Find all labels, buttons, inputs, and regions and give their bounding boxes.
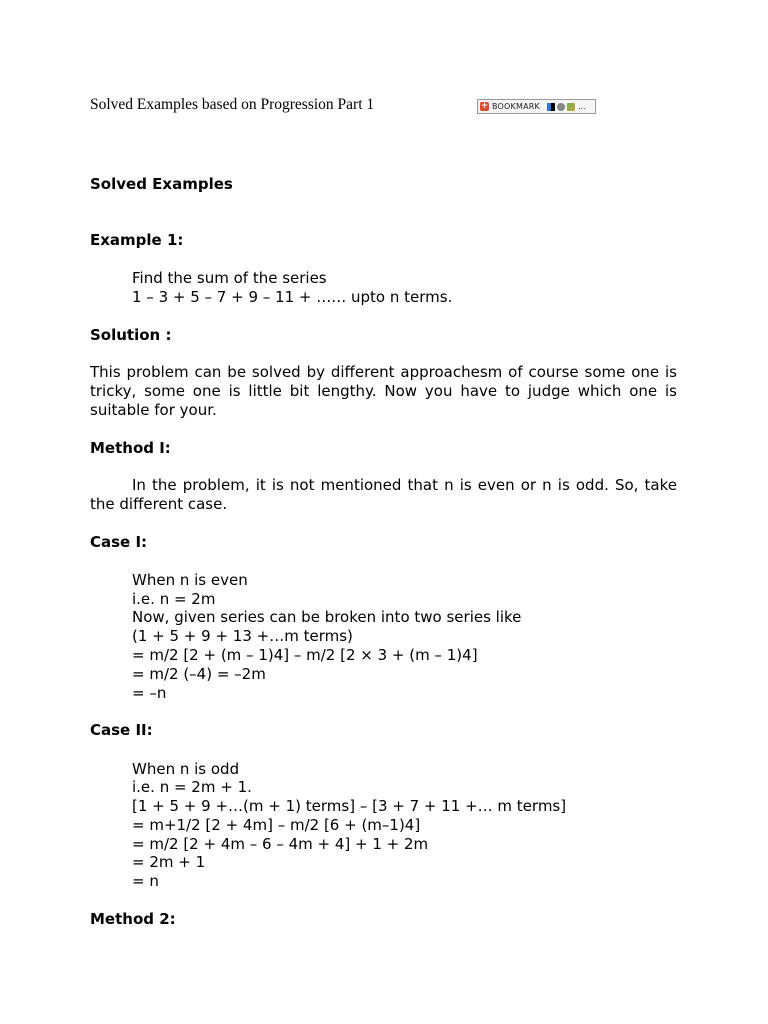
bookmark-label: BOOKMARK bbox=[492, 102, 540, 111]
more-services[interactable]: ... bbox=[577, 102, 586, 111]
document-title: Solved Examples based on Progression Part 1 bbox=[90, 96, 375, 113]
case-2-line: [1 + 5 + 9 +…(m + 1) terms] – [3 + 7 + 11 +… m terms] bbox=[132, 797, 567, 815]
case-2-line: i.e. n = 2m + 1. bbox=[132, 778, 252, 796]
case-1-line: = –n bbox=[132, 684, 167, 702]
example-1-heading: Example 1: bbox=[90, 231, 184, 249]
case-2-line: When n is odd bbox=[132, 760, 240, 778]
stumbleupon-icon[interactable] bbox=[567, 103, 575, 111]
solution-paragraph: This problem can be solved by different approachesm of course some one is tricky, some one is little bit lengthy. Now you have to judge which one is suitable for your. bbox=[90, 363, 677, 419]
plus-icon: + bbox=[480, 101, 489, 111]
case-1-line: When n is even bbox=[132, 571, 248, 589]
case-2-line: = m/2 [2 + 4m – 6 – 4m + 4] + 1 + 2m bbox=[132, 835, 429, 853]
case-1-line: = m/2 (–4) = –2m bbox=[132, 665, 266, 683]
case-1-line: Now, given series can be broken into two series like bbox=[132, 608, 522, 626]
section-heading-solved-examples: Solved Examples bbox=[90, 175, 233, 193]
method-1-paragraph: In the problem, it is not mentioned that n is even or n is odd. So, take the different case. bbox=[90, 476, 677, 513]
case-2-line: = 2m + 1 bbox=[132, 853, 206, 871]
delicious-icon[interactable] bbox=[547, 103, 555, 111]
case-2-line: = n bbox=[132, 872, 159, 890]
example-1-line: 1 – 3 + 5 – 7 + 9 – 11 + …… upto n terms. bbox=[132, 288, 453, 306]
bookmark-button[interactable] bbox=[477, 99, 596, 114]
case-2-heading: Case II: bbox=[90, 721, 153, 739]
case-2-line: = m+1/2 [2 + 4m] – m/2 [6 + (m–1)4] bbox=[132, 816, 421, 834]
example-1-line: Find the sum of the series bbox=[132, 269, 327, 287]
case-1-heading: Case I: bbox=[90, 533, 148, 551]
case-1-line: (1 + 5 + 9 + 13 +…m terms) bbox=[132, 627, 353, 645]
method-2-heading: Method 2: bbox=[90, 910, 176, 928]
method-1-heading: Method I: bbox=[90, 439, 171, 457]
case-1-line: = m/2 [2 + (m – 1)4] – m/2 [2 × 3 + (m – 1)4] bbox=[132, 646, 478, 664]
case-1-line: i.e. n = 2m bbox=[132, 590, 216, 608]
digg-icon[interactable] bbox=[557, 103, 565, 111]
solution-heading: Solution : bbox=[90, 326, 172, 344]
